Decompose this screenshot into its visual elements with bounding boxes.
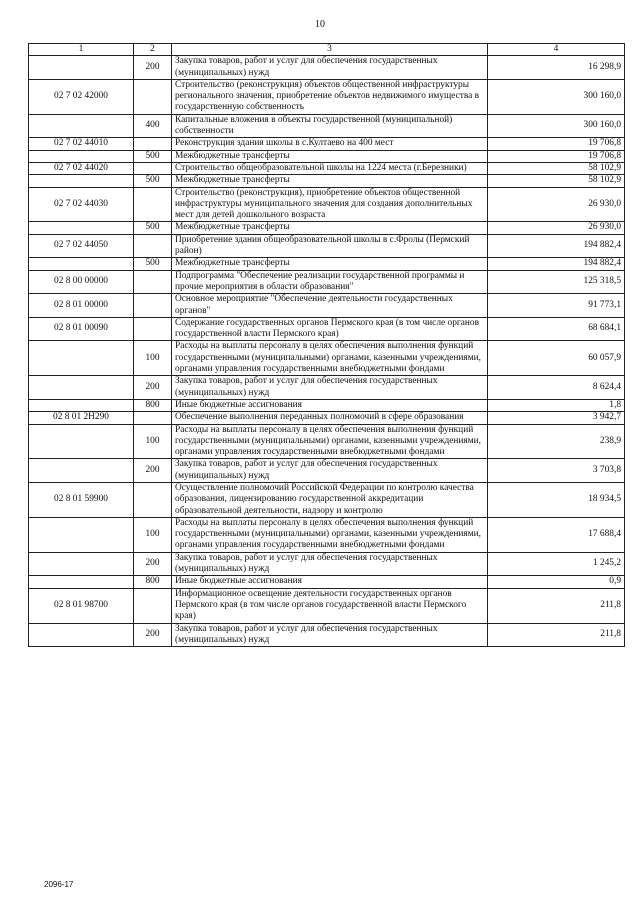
cell-name: Реконструкция здания школы в с.Култаево на 400 мест bbox=[172, 138, 488, 150]
cell-name: Капитальные вложения в объекты государственной (муниципальной) собственности bbox=[172, 114, 488, 138]
cell-amount: 19 706,8 bbox=[488, 138, 625, 150]
table-row bbox=[29, 317, 625, 341]
cell-amount: 238,9 bbox=[488, 424, 625, 459]
cell-amount: 17 688,4 bbox=[488, 517, 625, 552]
cell-code: 02 8 01 2Н290 bbox=[29, 412, 134, 424]
cell-type bbox=[134, 79, 172, 114]
cell-name: Строительство общеобразовательной школы на 1224 места (г.Березники) bbox=[172, 162, 488, 174]
page-number: 10 bbox=[315, 19, 325, 30]
cell-name: Закупка товаров, работ и услуг для обеспечения государственных (муниципальных) нужд bbox=[172, 459, 488, 483]
cell-amount: 91 773,1 bbox=[488, 294, 625, 318]
cell-name: Информационное освещение деятельности государственных органов Пермского края (в том числе органов государственной власти Пермского края) bbox=[172, 588, 488, 623]
cell-code: 02 7 02 44050 bbox=[29, 234, 134, 258]
cell-code bbox=[29, 623, 134, 647]
cell-amount: 3 703,8 bbox=[488, 459, 625, 483]
table-row bbox=[29, 79, 625, 114]
cell-type bbox=[134, 482, 172, 517]
cell-amount: 8 624,4 bbox=[488, 376, 625, 400]
cell-amount: 1,8 bbox=[488, 399, 625, 411]
cell-name: Иные бюджетные ассигнования bbox=[172, 576, 488, 588]
table-row bbox=[29, 114, 625, 138]
cell-code bbox=[29, 459, 134, 483]
cell-name: Строительство (реконструкция) объектов общественной инфраструктуры регионального значения, приобретение объектов недвижимого имущества в государственную собственность bbox=[172, 79, 488, 114]
cell-code bbox=[29, 56, 134, 80]
cell-amount: 194 882,4 bbox=[488, 258, 625, 270]
cell-type bbox=[134, 187, 172, 222]
footer-code: 2096-17 bbox=[44, 880, 74, 889]
table-row bbox=[29, 623, 625, 647]
table-body bbox=[29, 56, 625, 647]
cell-code bbox=[29, 258, 134, 270]
cell-amount: 211,8 bbox=[488, 623, 625, 647]
cell-type: 400 bbox=[134, 114, 172, 138]
cell-code bbox=[29, 175, 134, 187]
cell-code: 02 7 02 42000 bbox=[29, 79, 134, 114]
cell-type bbox=[134, 162, 172, 174]
cell-type: 200 bbox=[134, 623, 172, 647]
table-row bbox=[29, 412, 625, 424]
cell-name: Закупка товаров, работ и услуг для обеспечения государственных (муниципальных) нужд bbox=[172, 376, 488, 400]
cell-code: 02 8 01 59900 bbox=[29, 482, 134, 517]
table-row bbox=[29, 138, 625, 150]
cell-code bbox=[29, 576, 134, 588]
table-row bbox=[29, 162, 625, 174]
cell-type: 200 bbox=[134, 56, 172, 80]
cell-name: Обеспечение выполнения переданных полномочий в сфере образования bbox=[172, 412, 488, 424]
cell-name: Межбюджетные трансферты bbox=[172, 258, 488, 270]
cell-type bbox=[134, 234, 172, 258]
cell-name: Межбюджетные трансферты bbox=[172, 150, 488, 162]
cell-name: Расходы на выплаты персоналу в целях обеспечения выполнения функций государственными (муниципальными) органами, казенными учреждениями, органами управления государственными внебюджетными фондами bbox=[172, 341, 488, 376]
cell-type bbox=[134, 138, 172, 150]
cell-name: Межбюджетные трансферты bbox=[172, 222, 488, 234]
cell-type: 500 bbox=[134, 175, 172, 187]
cell-code: 02 8 01 00000 bbox=[29, 294, 134, 318]
cell-type: 200 bbox=[134, 376, 172, 400]
table-header-row bbox=[29, 44, 625, 56]
table-row bbox=[29, 150, 625, 162]
cell-type: 200 bbox=[134, 459, 172, 483]
cell-amount: 211,8 bbox=[488, 588, 625, 623]
cell-amount: 60 057,9 bbox=[488, 341, 625, 376]
cell-code: 02 7 02 44020 bbox=[29, 162, 134, 174]
cell-type bbox=[134, 270, 172, 294]
table-row bbox=[29, 258, 625, 270]
cell-name: Содержание государственных органов Пермского края (в том числе органов государственной власти Пермского края) bbox=[172, 317, 488, 341]
cell-code: 02 8 00 00000 bbox=[29, 270, 134, 294]
cell-amount: 194 882,4 bbox=[488, 234, 625, 258]
cell-type bbox=[134, 317, 172, 341]
table-row bbox=[29, 376, 625, 400]
cell-type bbox=[134, 588, 172, 623]
table-row bbox=[29, 552, 625, 576]
cell-name: Строительство (реконструкция), приобретение объектов общественной инфраструктуры муниципального значения для создания дополнительных мест для детей дошкольного возраста bbox=[172, 187, 488, 222]
cell-amount: 1 245,2 bbox=[488, 552, 625, 576]
budget-table bbox=[28, 43, 625, 647]
cell-type: 500 bbox=[134, 222, 172, 234]
cell-code bbox=[29, 222, 134, 234]
cell-amount: 58 102,9 bbox=[488, 175, 625, 187]
cell-name: Расходы на выплаты персоналу в целях обеспечения выполнения функций государственными (муниципальными) органами, казенными учреждениями, органами управления государственными внебюджетными фондами bbox=[172, 517, 488, 552]
table-row bbox=[29, 270, 625, 294]
cell-name: Закупка товаров, работ и услуг для обеспечения государственных (муниципальных) нужд bbox=[172, 552, 488, 576]
cell-amount: 125 318,5 bbox=[488, 270, 625, 294]
cell-name: Межбюджетные трансферты bbox=[172, 175, 488, 187]
cell-type: 200 bbox=[134, 552, 172, 576]
cell-amount: 26 930,0 bbox=[488, 187, 625, 222]
cell-code: 02 8 01 98700 bbox=[29, 588, 134, 623]
table-row bbox=[29, 294, 625, 318]
cell-amount: 18 934,5 bbox=[488, 482, 625, 517]
cell-type bbox=[134, 294, 172, 318]
cell-name: Закупка товаров, работ и услуг для обеспечения государственных (муниципальных) нужд bbox=[172, 623, 488, 647]
column-header-1: 1 bbox=[29, 44, 134, 56]
cell-name: Закупка товаров, работ и услуг для обеспечения государственных (муниципальных) нужд bbox=[172, 56, 488, 80]
cell-type: 500 bbox=[134, 258, 172, 270]
table-row bbox=[29, 56, 625, 80]
table-row bbox=[29, 576, 625, 588]
cell-amount: 58 102,9 bbox=[488, 162, 625, 174]
cell-name: Основное мероприятие "Обеспечение деятельности государственных органов" bbox=[172, 294, 488, 318]
table-row bbox=[29, 222, 625, 234]
cell-amount: 16 298,9 bbox=[488, 56, 625, 80]
cell-code bbox=[29, 517, 134, 552]
table-row bbox=[29, 459, 625, 483]
cell-code bbox=[29, 150, 134, 162]
table-row bbox=[29, 424, 625, 459]
cell-amount: 300 160,0 bbox=[488, 79, 625, 114]
cell-name: Расходы на выплаты персоналу в целях обеспечения выполнения функций государственными (муниципальными) органами, казенными учреждениями, органами управления государственными внебюджетными фондами bbox=[172, 424, 488, 459]
cell-code: 02 7 02 44010 bbox=[29, 138, 134, 150]
cell-type: 100 bbox=[134, 424, 172, 459]
cell-code bbox=[29, 399, 134, 411]
cell-type: 800 bbox=[134, 576, 172, 588]
table-row bbox=[29, 517, 625, 552]
cell-type: 500 bbox=[134, 150, 172, 162]
table-row bbox=[29, 187, 625, 222]
cell-type: 100 bbox=[134, 517, 172, 552]
cell-amount: 19 706,8 bbox=[488, 150, 625, 162]
table-row bbox=[29, 588, 625, 623]
cell-code bbox=[29, 552, 134, 576]
cell-type: 800 bbox=[134, 399, 172, 411]
cell-name: Иные бюджетные ассигнования bbox=[172, 399, 488, 411]
table-row bbox=[29, 341, 625, 376]
cell-code bbox=[29, 341, 134, 376]
cell-amount: 26 930,0 bbox=[488, 222, 625, 234]
cell-amount: 300 160,0 bbox=[488, 114, 625, 138]
column-header-4: 4 bbox=[488, 44, 625, 56]
column-header-3: 3 bbox=[172, 44, 488, 56]
cell-amount: 68 684,1 bbox=[488, 317, 625, 341]
cell-amount: 3 942,7 bbox=[488, 412, 625, 424]
table-row bbox=[29, 399, 625, 411]
cell-name: Подпрограмма "Обеспечение реализации государственной программы и прочие мероприятия в области образования" bbox=[172, 270, 488, 294]
cell-code bbox=[29, 376, 134, 400]
cell-name: Осуществление полномочий Российской Федерации по контролю качества образования, лицензированию государственной аккредитации образовательной деятельности, надзору и контролю bbox=[172, 482, 488, 517]
cell-name: Приобретение здания общеобразовательной школы в с.Фролы (Пермский район) bbox=[172, 234, 488, 258]
table-row bbox=[29, 482, 625, 517]
cell-code: 02 7 02 44030 bbox=[29, 187, 134, 222]
table-row bbox=[29, 175, 625, 187]
table-row bbox=[29, 234, 625, 258]
column-header-2: 2 bbox=[134, 44, 172, 56]
cell-amount: 0,9 bbox=[488, 576, 625, 588]
cell-code: 02 8 01 00090 bbox=[29, 317, 134, 341]
cell-code bbox=[29, 114, 134, 138]
cell-type: 100 bbox=[134, 341, 172, 376]
cell-type bbox=[134, 412, 172, 424]
cell-code bbox=[29, 424, 134, 459]
